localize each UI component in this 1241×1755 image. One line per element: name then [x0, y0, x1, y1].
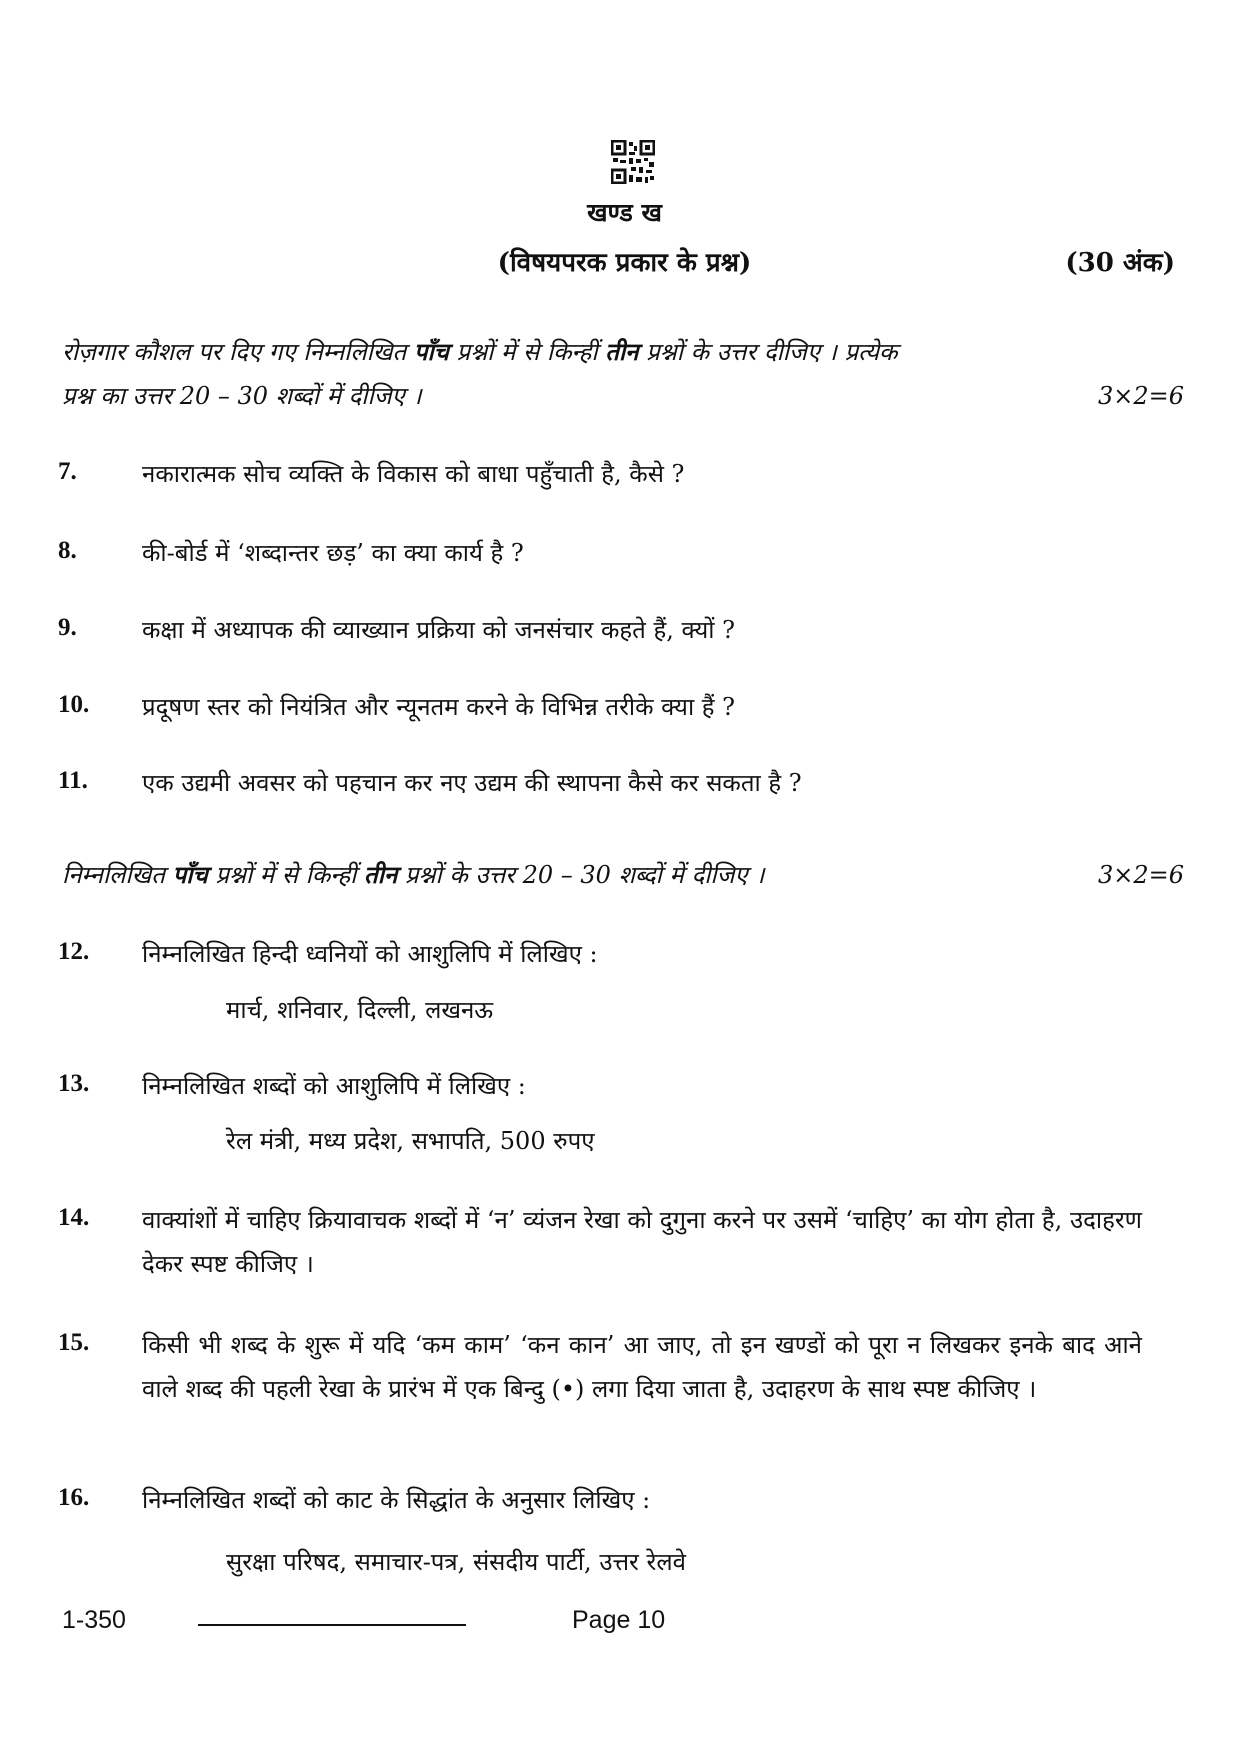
- question-number: 12.: [58, 938, 90, 965]
- question-number: 10.: [58, 691, 90, 718]
- section-subtitle: (विषयपरक प्रकार के प्रश्न): [497, 248, 752, 278]
- question-number: 9.: [58, 614, 77, 641]
- question-number: 11.: [58, 767, 88, 794]
- question-subtext: रेल मंत्री, मध्य प्रदेश, सभापति, 500 रुपए: [226, 1127, 595, 1155]
- question-number: 16.: [58, 1484, 90, 1511]
- question-text: निम्नलिखित हिन्दी ध्वनियों को आशुलिपि में लिखिए :: [142, 940, 598, 968]
- question-text: किसी भी शब्द के शुरू में यदि ‘कम काम’ ‘कन कान’ आ जाए, तो इन खण्डों को पूरा न लिखकर इनके बाद आने वाले शब्द की पहली रेखा के प्रारंभ में एक बिन्दु (•) लगा दिया जाता है, उदाहरण के साथ स्पष्ट कीजिए ।: [142, 1331, 1142, 1403]
- question-number: 7.: [58, 458, 77, 485]
- instruction-1-line-1: रोज़गार कौशल पर दिए गए निम्नलिखित पाँच प्रश्नों में से किन्हीं तीन प्रश्नों के उत्तर दीजिए । प्रत्येक: [62, 337, 898, 366]
- instruction-1: [62, 330, 1184, 418]
- qr-code: [611, 140, 655, 184]
- question-text: वाक्यांशों में चाहिए क्रियावाचक शब्दों में ‘न’ व्यंजन रेखा को दुगुना करने पर उसमें ‘चाहिए’ का योग होता है, उदाहरण देकर स्पष्ट कीजिए ।: [142, 1206, 1142, 1278]
- section-marks: (30 अंक): [1065, 248, 1175, 278]
- question-number: 13.: [58, 1070, 90, 1097]
- section-title: खण्ड ख: [587, 198, 662, 227]
- question-text: की-बोर्ड में ‘शब्दान्तर छड़’ का क्या कार्य है ?: [142, 539, 524, 567]
- instruction-2-marks: 3×2=6: [1097, 861, 1184, 889]
- question-text: प्रदूषण स्तर को नियंत्रित और न्यूनतम करने के विभिन्न तरीके क्या हैं ?: [142, 693, 736, 721]
- question-number: 14.: [58, 1204, 90, 1231]
- question-subtext: मार्च, शनिवार, दिल्ली, लखनऊ: [226, 996, 494, 1024]
- question-number: 15.: [58, 1329, 90, 1356]
- question-text: नकारात्मक सोच व्यक्ति के विकास को बाधा पहुँचाती है, कैसे ?: [142, 460, 685, 488]
- question-text: निम्नलिखित शब्दों को आशुलिपि में लिखिए :: [142, 1072, 526, 1100]
- instruction-2: [62, 853, 1184, 897]
- question-text: एक उद्यमी अवसर को पहचान कर नए उद्यम की स्थापना कैसे कर सकता है ?: [142, 769, 802, 797]
- paper-code: 1-350: [62, 1606, 126, 1634]
- instruction-2-line-1: निम्नलिखित पाँच प्रश्नों में से किन्हीं तीन प्रश्नों के उत्तर 20 – 30 शब्दों में दीजिए । 3×2=6: [62, 853, 1174, 897]
- question-number: 8.: [58, 537, 77, 564]
- question-text: निम्नलिखित शब्दों को काट के सिद्धांत के अनुसार लिखिए :: [142, 1486, 651, 1514]
- question-subtext: सुरक्षा परिषद, समाचार-पत्र, संसदीय पार्टी, उत्तर रेलवे: [226, 1548, 686, 1576]
- instruction-1-line-2: प्रश्न का उत्तर 20 – 30 शब्दों में दीजिए । 3×2=6: [62, 374, 1174, 418]
- question-text: कक्षा में अध्यापक की व्याख्यान प्रक्रिया को जनसंचार कहते हैं, क्यों ?: [142, 616, 735, 644]
- footer-divider: [198, 1624, 466, 1626]
- instruction-1-marks: 3×2=6: [1097, 382, 1184, 410]
- page-number: Page 10: [572, 1606, 666, 1634]
